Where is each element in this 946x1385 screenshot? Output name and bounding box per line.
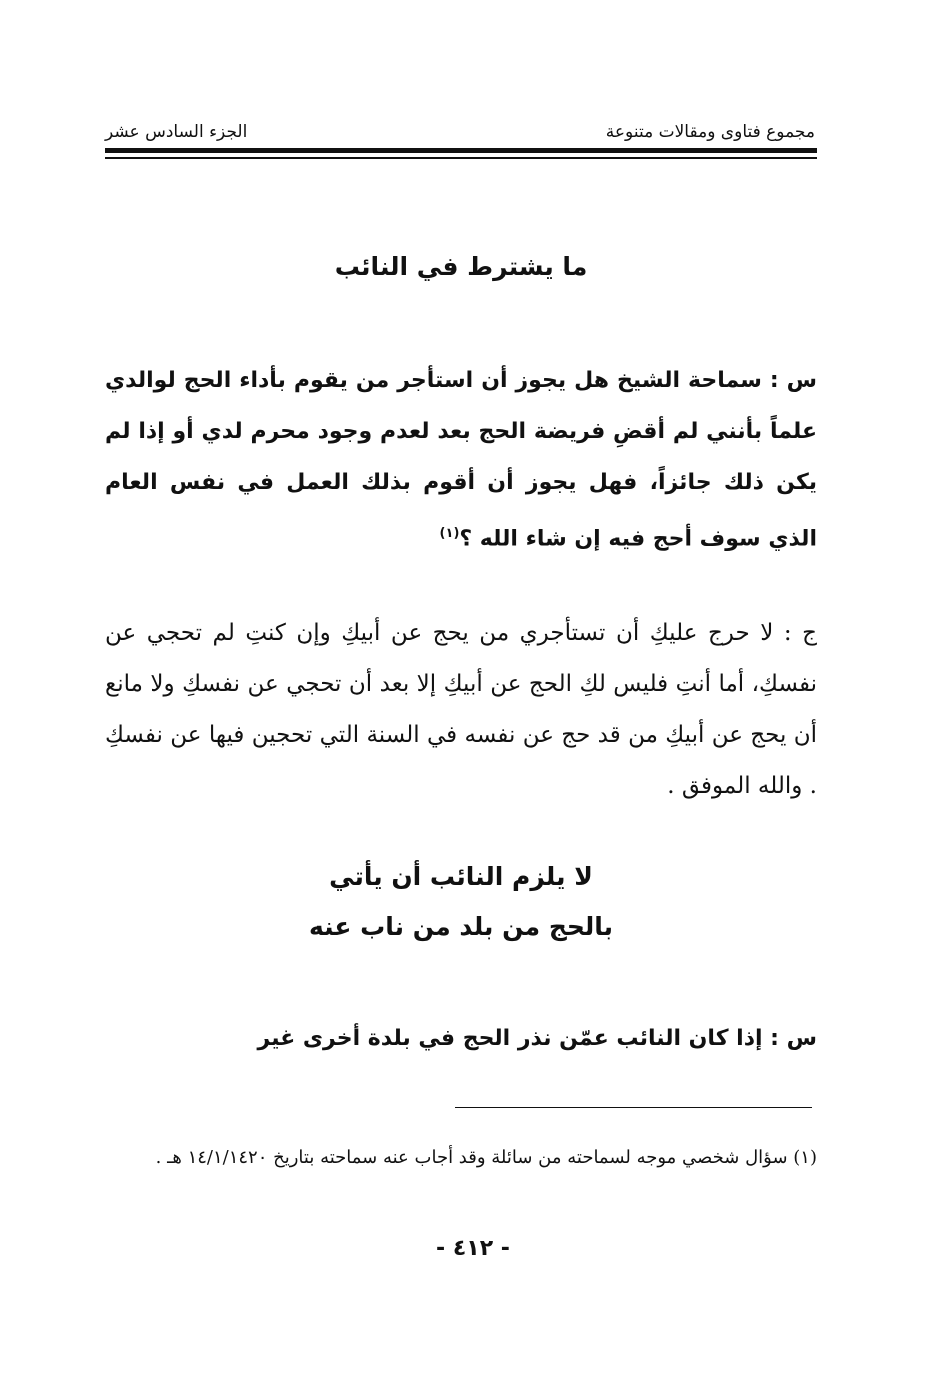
page-number: - ٤١٢ - [436,1236,510,1261]
volume-label: الجزء السادس عشر [105,122,248,142]
answer-paragraph: ج : لا حرج عليكِ أن تستأجري من يحج عن أبيكِ وإن كنتِ لم تحجي عن نفسكِ، أما أنتِ فليس لكِ الحج عن أبيكِ إلا بعد أن تحجي عن نفسكِ ولا مانع أن يحج عن أبيكِ من قد حج عن نفسه في السنة التي تحجين فيها عن نفسكِ . والله الموفق . [105,620,817,799]
question-paragraph-2: س : إذا كان النائب عمّن نذر الحج في بلدة أخرى غير [257,1026,817,1051]
question-text: س : سماحة الشيخ هل يجوز أن استأجر من يقوم بأداء الحج لوالدي علماً بأنني لم أقضِ فريضة الحج بعد لعدم وجود محرم لدي أو إذا لم يكن ذلك جائزاً، فهل يجوز أن أقوم بذلك العمل في نفس العام الذي سوف أحج فيه إن شاء الله ؟ [105,368,817,552]
book-title: مجموع فتاوى ومقالات متنوعة [605,122,815,142]
header-rule-thick [105,148,817,153]
footnote-text: سؤال شخصي موجه لسماحته من سائلة وقد أجاب عنه سماحته بتاريخ ١٤/١/١٤٢٠ هـ . [155,1147,788,1168]
question-paragraph [105,355,817,564]
footnote-ref: (١) [439,526,460,541]
section-title-line2: بالحج من بلد من ناب عنه [308,912,614,941]
footnote-marker: (١) [793,1147,817,1168]
footnote [105,1140,817,1176]
section-title: ما يشترط في النائب [334,252,588,281]
footnote-rule [455,1107,812,1108]
running-header [105,112,815,142]
section-title-line1: لا يلزم النائب أن يأتي [329,862,593,891]
header-rule-thin [105,157,817,159]
